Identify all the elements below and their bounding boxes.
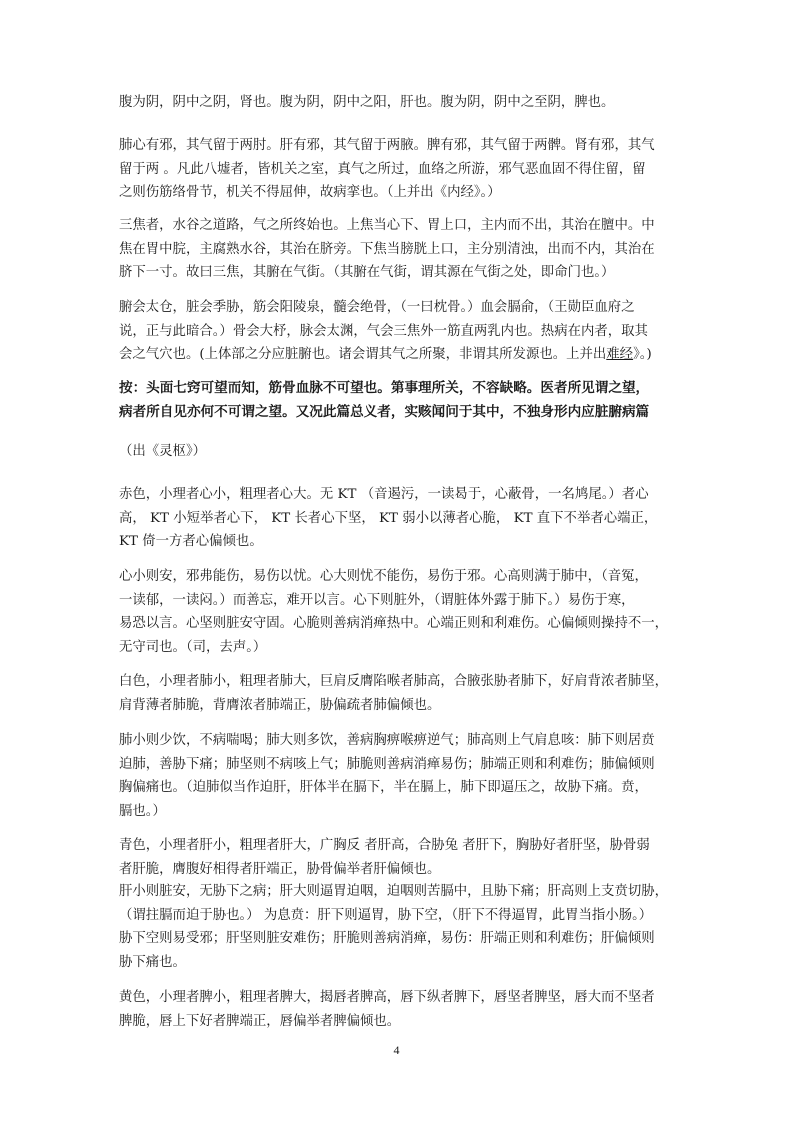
text-line: 病者所自见亦何不可谓之望。又况此篇总义者，实赅闻问于其中，不独身形内应脏腑病篇 bbox=[119, 403, 650, 420]
text-line: 胁下痛也。 bbox=[119, 954, 186, 970]
paragraph-1 bbox=[119, 91, 685, 115]
text-line: 白色，小理者肺小，粗理者肺大，巨肩反膺陷喉者肺高，合腋张胁者肺下，好肩背浓者肺坚， bbox=[119, 674, 669, 689]
text-line: 脐下一寸。故曰三焦，其腑在气街。（其腑在气街，谓其源在气街之处，即命门也。） bbox=[119, 265, 615, 280]
paragraph-4 bbox=[119, 296, 685, 367]
paragraph-7 bbox=[119, 483, 685, 554]
text-line: 焦在胃中脘，主腐熟水谷，其治在脐旁。下焦当膀胱上口，主分别清浊，出而不内，其治在 bbox=[119, 241, 655, 257]
text-line: 黄色，小理者脾小，粗理者脾大，揭唇者脾高，唇下纵者脾下，唇坚者脾坚，唇大而不坚者 bbox=[119, 990, 655, 1005]
text-line: 一读郁，一读闷。）而善忘，难开以言。心下则脏外，（谓脏体外露于肺下。）易伤于寒， bbox=[119, 592, 635, 608]
text-line: 胁下空则易受邪；肝坚则脏安难伤；肝脆则善病消瘅，易伤：肝端正则和利难伤；肝偏倾则 bbox=[119, 931, 655, 946]
paragraph-5-commentary bbox=[119, 377, 685, 424]
text-line: 者肝脆，膺腹好相得者肝端正，胁骨偏举者肝偏倾也。 bbox=[119, 861, 441, 877]
text-line: 无守司也。（司，去声。） bbox=[119, 639, 267, 655]
text-line: 三焦者，水谷之道路，气之所终始也。上焦当心下、胃上口，主内而不出，其治在膻中。中 bbox=[119, 218, 655, 233]
paragraph-10 bbox=[119, 729, 685, 823]
page-number: 4 bbox=[393, 1043, 400, 1057]
paragraph-11 bbox=[119, 834, 685, 881]
paragraph-2 bbox=[119, 134, 685, 205]
text-line: （出《灵枢》） bbox=[119, 444, 207, 459]
text-line: 留于两 。凡此八墟者，皆机关之室，真气之所过，血络之所游，邪气恶血固不得住留，留 bbox=[119, 161, 646, 177]
paragraph-9 bbox=[119, 670, 685, 717]
text-line bbox=[119, 343, 685, 367]
text-line: 腹为阴，阴中之阴，肾也。腹为阴，阴中之阳，肝也。腹为阴，阴中之至阴，脾也。 bbox=[119, 95, 615, 110]
paragraph-6-source bbox=[119, 440, 685, 464]
text-line: 心小则安，邪弗能伤，易伤以忧。心大则忧不能伤，易伤于邪。心高则满于肺中，（音冤， bbox=[119, 569, 648, 584]
paragraph-12 bbox=[119, 880, 685, 974]
text-line: 脾脆，唇上下好者脾端正，唇偏举者脾偏倾也。 bbox=[119, 1013, 401, 1029]
text-line: 说，正与此暗合。）骨会大杼，脉会太渊，气会三焦外一筋直两乳内也。热病在内者，取其 bbox=[119, 323, 648, 339]
text-line: KT 倚一方者心偏倾也。 bbox=[119, 534, 263, 549]
text-line: （谓拄膈而迫于胁也。） 为息贲：肝下则逼胃，胁下空，（肝下不得逼胃，此胃当指小肠。） bbox=[119, 907, 653, 923]
text-segment: 》。) bbox=[633, 347, 652, 362]
paragraph-13 bbox=[119, 986, 685, 1033]
text-line: 之则伤筋络骨节，机关不得屈伸，故病挛也。（上并出《内经》。） bbox=[119, 185, 501, 200]
text-line: 高， KT 小短举者心下， KT 长者心下坚， KT 弱小以薄者心脆， KT 直下不举者心端正， bbox=[119, 510, 658, 526]
text-line: 膈也。） bbox=[119, 803, 166, 819]
text-line: 按：头面七窍可望而知，筋骨血脉不可望也。第事理所关，不容缺略。医者所见谓之望， bbox=[119, 380, 650, 396]
paragraph-3 bbox=[119, 214, 685, 285]
text-segment: 会之气穴也。(上体部之分应脏腑也。诸会谓其气之所聚，非谓其所发源也。上并出 bbox=[119, 347, 607, 362]
text-line: 腑会太仓，脏会季胁，筋会阳陵泉，髓会绝骨，（一曰枕骨。）血会膈俞，（王勋臣血府之 bbox=[119, 300, 635, 315]
text-line: 迫肺，善胁下痛；肺坚则不病咳上气；肺脆则善病消瘅易伤；肺端正则和利难伤；肺偏倾则 bbox=[119, 756, 655, 772]
text-line: 肺心有邪，其气留于两肘。肝有邪，其气留于两腋。脾有邪，其气留于两髀。肾有邪，其气 bbox=[119, 138, 655, 153]
paragraph-8 bbox=[119, 565, 685, 659]
text-line: 胸偏痛也。（迫肺似当作迫肝，肝体半在膈下，半在膈上，肺下即逼压之，故胁下痛。贲， bbox=[119, 780, 648, 795]
text-line: 肝小则脏安，无胁下之病；肝大则逼胃迫咽，迫咽则苦膈中，且胁下痛；肝高则上支贲切胁， bbox=[119, 884, 669, 899]
text-line: 肩背薄者肺脆，背膺浓者肺端正，胁偏疏者肺偏倾也。 bbox=[119, 697, 441, 713]
text-line: 赤色，小理者心小，粗理者心大。无 KT （音遏污，一读曷于，心蔽骨，一名鸠尾。）者心 bbox=[119, 487, 649, 502]
text-line: 肺小则少饮，不病喘喝；肺大则多饮，善病胸痹喉痹逆气；肺高则上气肩息咳：肺下则居贲 bbox=[119, 733, 655, 748]
book-title-link: 难经 bbox=[606, 347, 634, 362]
text-line: 青色，小理者肝小，粗理者肝大，广胸反 者肝高，合胁兔 者肝下，胸胁好者肝坚，胁骨弱 bbox=[119, 838, 650, 853]
text-line: 易恐以言。心坚则脏安守固。心脆则善病消瘅热中。心端正则和利难伤。心偏倾则操持不一， bbox=[119, 616, 669, 631]
